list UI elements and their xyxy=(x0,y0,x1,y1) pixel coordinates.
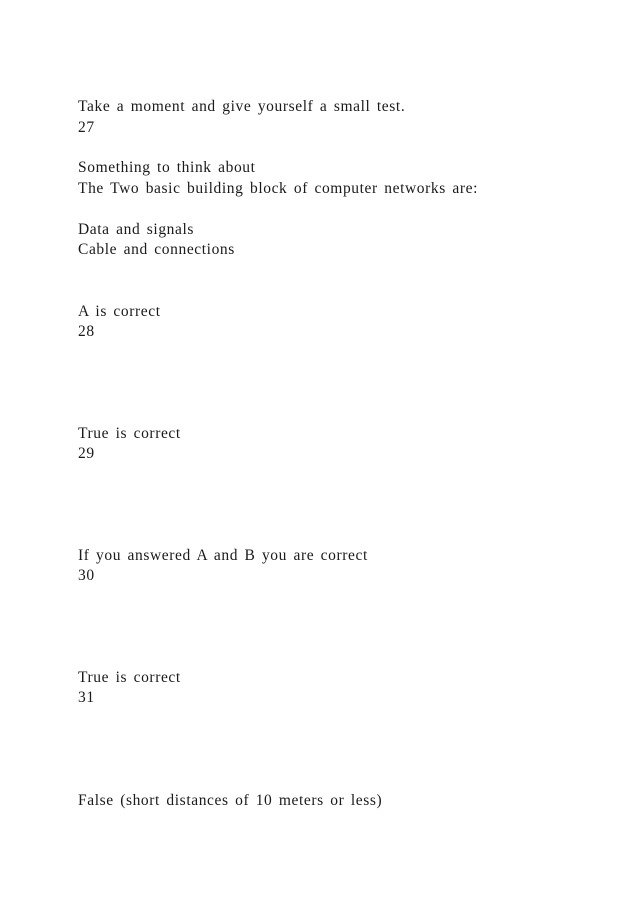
page-number: 30 xyxy=(78,567,95,584)
answer-option: Cable and connections xyxy=(78,241,235,258)
answer-result: False (short distances of 10 meters or less) xyxy=(78,792,383,809)
answer-result: If you answered A and B you are correct xyxy=(78,547,368,564)
page-number: 31 xyxy=(78,689,95,706)
answer-result: True is correct xyxy=(78,669,181,686)
question-text: The Two basic building block of computer networks are: xyxy=(78,180,478,197)
answer-option: Data and signals xyxy=(78,221,195,238)
page-number: 28 xyxy=(78,323,95,340)
page-number: 27 xyxy=(78,119,95,136)
test-prompt: Take a moment and give yourself a small test. xyxy=(78,98,406,115)
answer-result: True is correct xyxy=(78,425,181,442)
section-heading: Something to think about xyxy=(78,159,256,176)
answer-result: A is correct xyxy=(78,303,161,320)
page-number: 29 xyxy=(78,445,95,462)
